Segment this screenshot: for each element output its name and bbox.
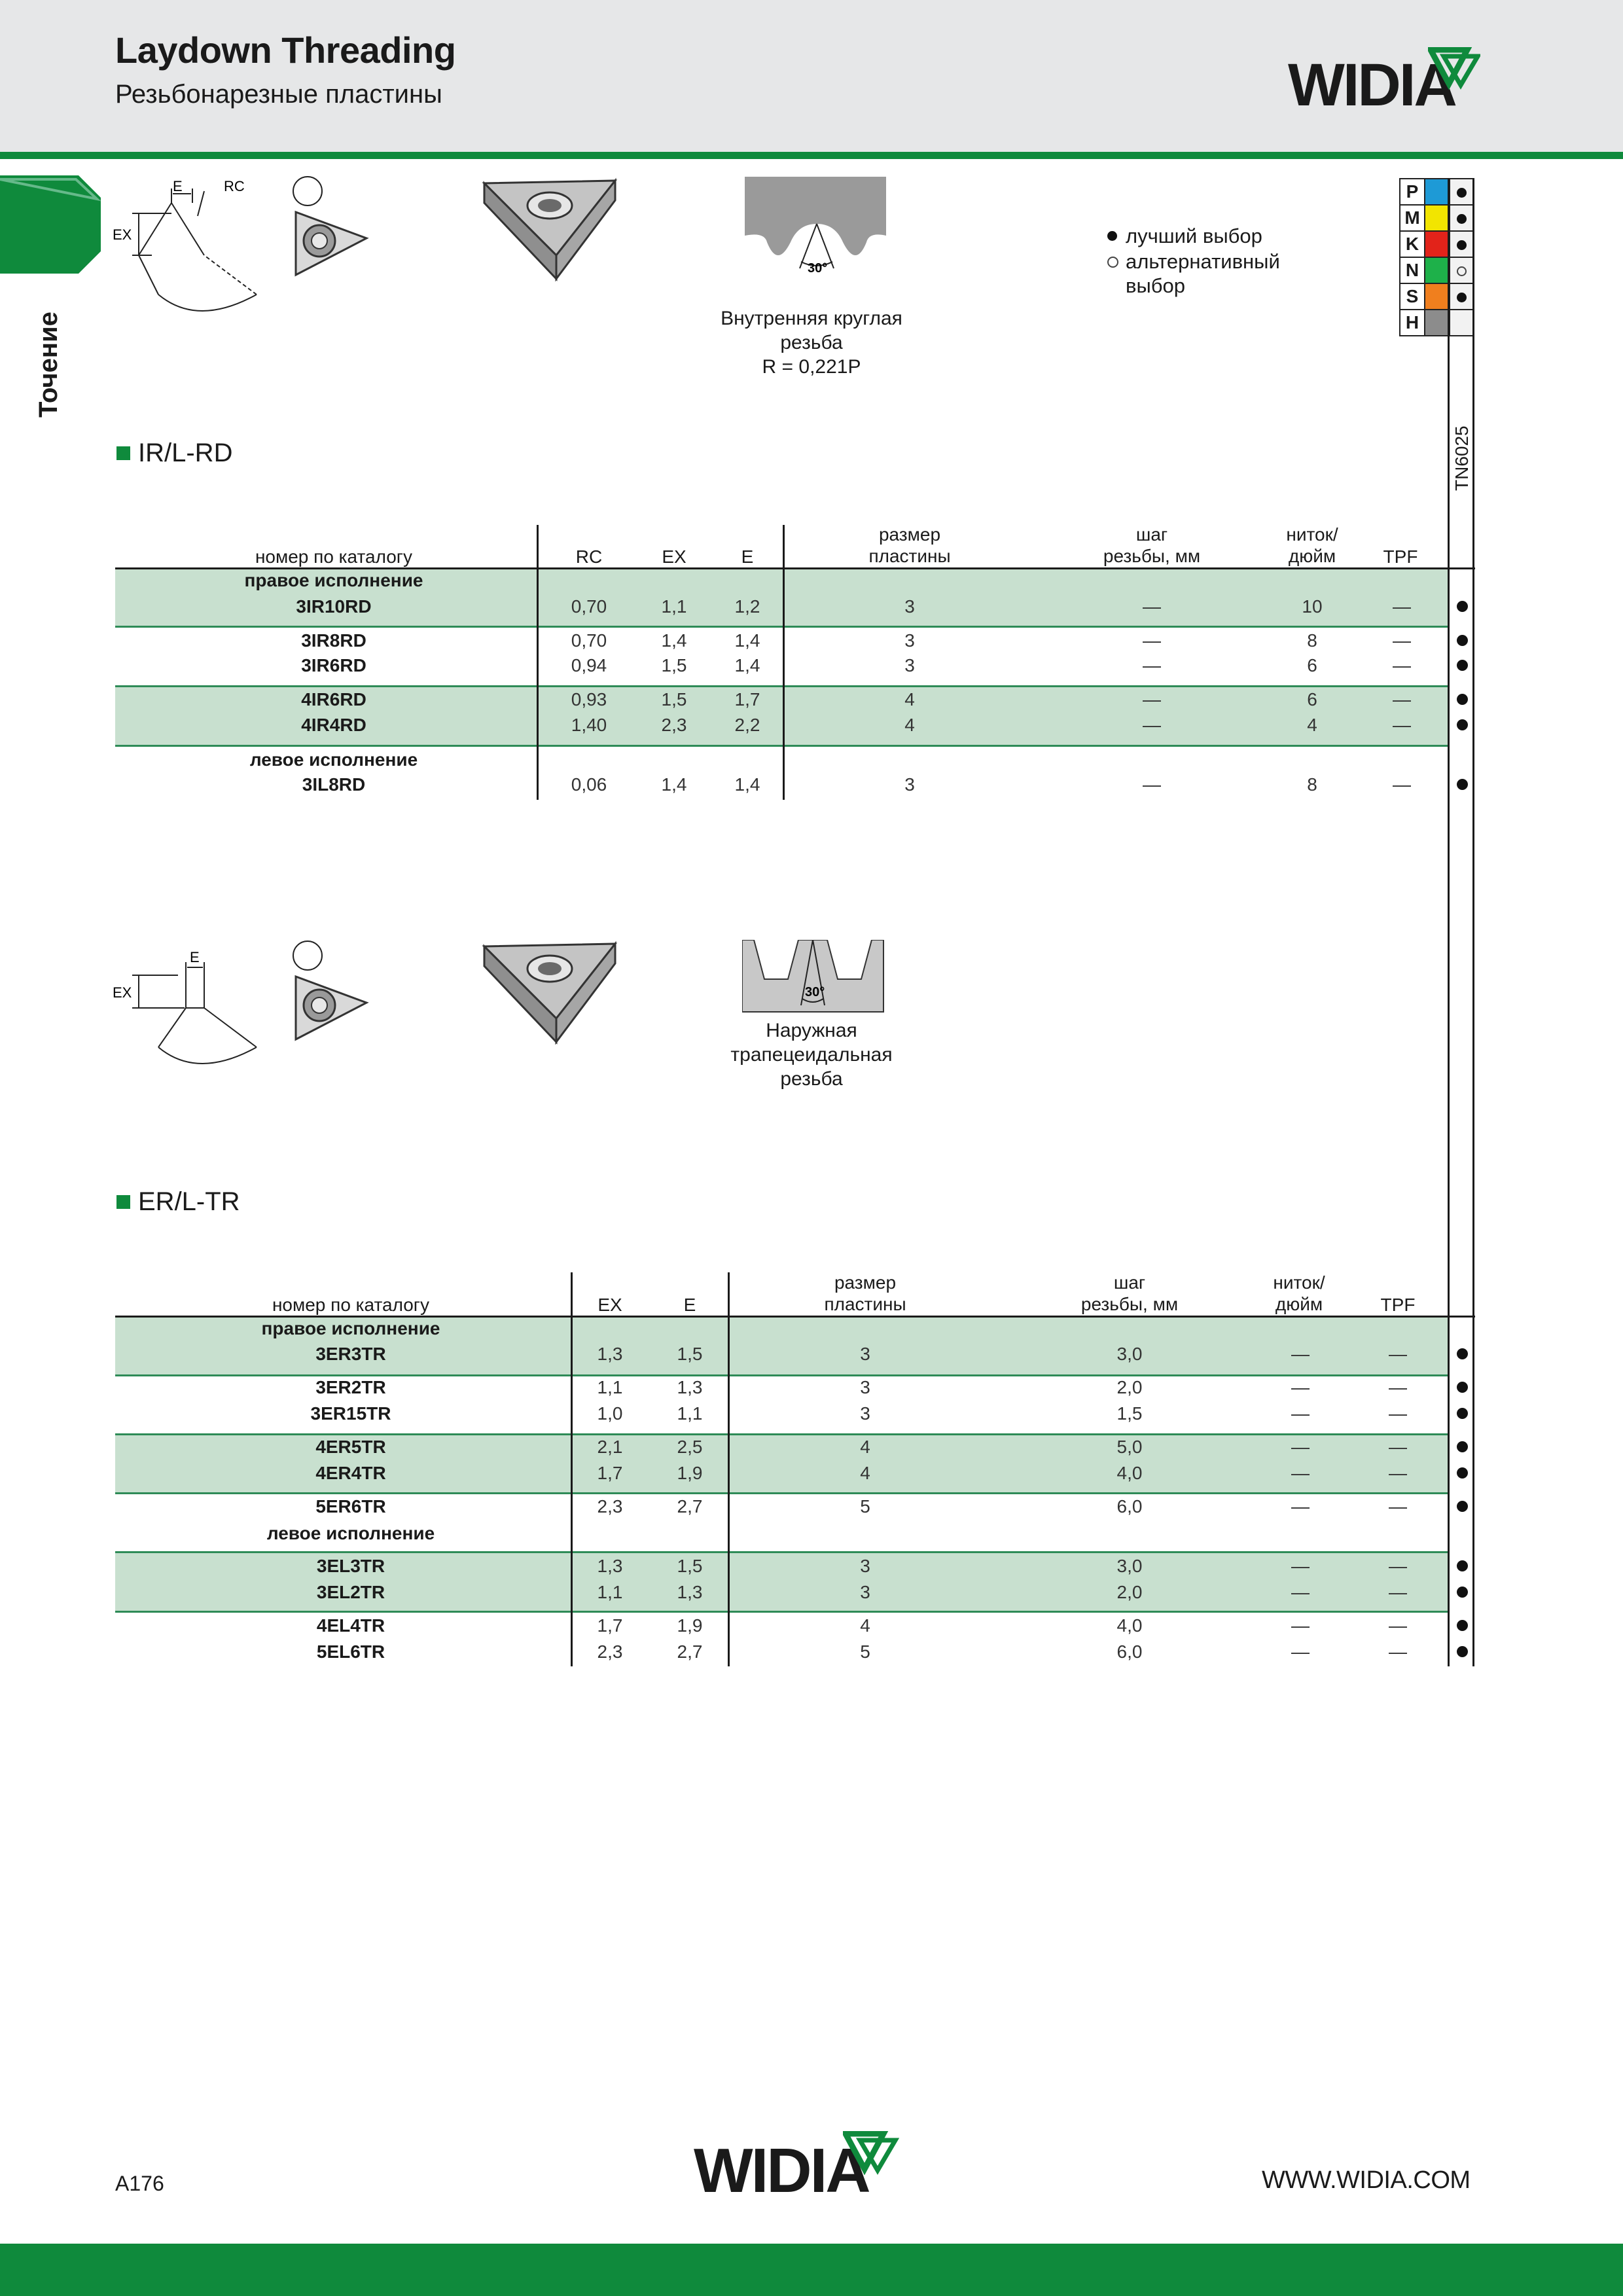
iso-row	[1400, 205, 1473, 231]
cell-catalog: 3IL8RD	[302, 774, 366, 795]
cell-size: 3	[860, 1377, 870, 1397]
cell-tpi: —	[1291, 1556, 1310, 1576]
cell-rc: 0,70	[571, 630, 607, 651]
header-tpi	[1243, 1272, 1355, 1315]
cell-tpi: 8	[1307, 774, 1317, 795]
cell-catalog: 3IR10RD	[296, 596, 372, 617]
cell-ex: 2,3	[597, 1641, 623, 1662]
footer-bar	[0, 2244, 1623, 2296]
best-choice-dot-icon	[1457, 1646, 1468, 1657]
iso-mark	[1450, 179, 1473, 205]
best-choice-dot-icon	[1457, 1501, 1468, 1512]
cell-ex: 1,5	[661, 689, 687, 709]
iso-letter: S	[1400, 283, 1425, 310]
cell-tpf: —	[1389, 1403, 1407, 1424]
cell-tpf: —	[1393, 715, 1411, 735]
iso-letter: H	[1400, 310, 1425, 336]
column-rule	[783, 525, 785, 800]
header-pitch	[1064, 1272, 1195, 1315]
dim-label-e: E	[190, 949, 200, 965]
round-thread-profile-image	[745, 177, 889, 287]
cell-size: 4	[860, 1437, 870, 1457]
iso-mark	[1450, 205, 1473, 231]
cell-pitch: 3,0	[1116, 1344, 1143, 1364]
iso-row	[1400, 283, 1473, 310]
cell-ex: 1,4	[661, 774, 687, 795]
header-line: шаг	[1113, 1272, 1146, 1293]
insert-3d-image	[478, 177, 622, 288]
cell-tpf: —	[1389, 1556, 1407, 1576]
cell-catalog: 3ER2TR	[315, 1377, 386, 1397]
insert-top-view-image	[288, 175, 380, 287]
best-choice-dot-icon	[1457, 660, 1468, 671]
header-tpf: TPF	[1383, 547, 1418, 567]
page-title: Laydown Threading	[115, 29, 456, 71]
caption-line: Наружная	[766, 1020, 857, 1041]
green-square-icon	[116, 446, 130, 460]
caption-line: трапецеидальная	[730, 1044, 893, 1066]
cell-pitch: —	[1143, 596, 1161, 617]
cell-catalog: 4IR6RD	[301, 689, 366, 709]
legend	[1107, 224, 1315, 298]
page-number: A176	[115, 2172, 164, 2195]
open-circle-icon	[1107, 257, 1118, 268]
cell-catalog: 3IR8RD	[301, 630, 366, 651]
iso-letter: P	[1400, 179, 1425, 205]
best-choice-dot-icon	[1457, 694, 1468, 705]
cell-tpf: —	[1389, 1463, 1407, 1483]
iso-row	[1400, 310, 1473, 336]
cell-ex: 2,1	[597, 1437, 623, 1457]
best-choice-dot-icon	[1457, 1587, 1468, 1598]
cell-tpf: —	[1389, 1344, 1407, 1364]
cell-catalog: 5ER6TR	[315, 1496, 386, 1516]
cell-size: 3	[860, 1344, 870, 1364]
cell-pitch: 4,0	[1116, 1463, 1143, 1483]
cell-e: 2,2	[734, 715, 760, 735]
cell-tpf: —	[1393, 596, 1411, 617]
column-rule	[571, 1272, 573, 1666]
best-choice-dot-icon	[1457, 719, 1468, 730]
cell-tpi: —	[1291, 1463, 1310, 1483]
cell-catalog: 3EL2TR	[316, 1582, 385, 1602]
cell-e: 1,4	[734, 774, 760, 795]
cell-pitch: 1,5	[1116, 1403, 1143, 1424]
cell-e: 1,2	[734, 596, 760, 617]
best-choice-dot-icon	[1457, 1382, 1468, 1393]
cell-tpf: —	[1389, 1615, 1407, 1636]
cell-pitch: 2,0	[1116, 1582, 1143, 1602]
cell-size: 3	[860, 1403, 870, 1424]
cell-e: 1,5	[677, 1344, 703, 1364]
cell-tpi: —	[1291, 1582, 1310, 1602]
cell-ex: 1,3	[597, 1556, 623, 1576]
cell-tpf: —	[1389, 1582, 1407, 1602]
cell-tpf: —	[1389, 1437, 1407, 1457]
caption-line: резьба	[780, 1068, 843, 1090]
green-square-icon	[116, 1195, 130, 1209]
cell-e: 1,3	[677, 1377, 703, 1397]
cell-tpi: —	[1291, 1641, 1310, 1662]
cell-pitch: —	[1143, 689, 1161, 709]
row-rule	[115, 745, 1448, 747]
best-choice-dot-icon	[1457, 779, 1468, 790]
best-choice-dot-icon	[1457, 1441, 1468, 1452]
cell-pitch: 6,0	[1116, 1641, 1143, 1662]
iso-mark	[1450, 257, 1473, 283]
best-choice-dot-icon	[1457, 1560, 1468, 1571]
iso-letter: M	[1400, 205, 1425, 231]
legend-alternative	[1107, 249, 1315, 298]
cell-tpf: —	[1389, 1377, 1407, 1397]
column-rule	[728, 1272, 730, 1666]
profile-dimension-diagram	[113, 942, 263, 1080]
cell-e: 1,9	[677, 1463, 703, 1483]
header-line: ниток/	[1273, 1272, 1325, 1293]
iso-row	[1400, 179, 1473, 205]
iso-color-s	[1425, 283, 1450, 310]
cell-ex: 1,0	[597, 1403, 623, 1424]
cell-ex: 1,5	[661, 655, 687, 675]
cell-e: 2,7	[677, 1496, 703, 1516]
cell-tpi: 6	[1307, 655, 1317, 675]
iso-mark	[1450, 283, 1473, 310]
cell-catalog: 4EL4TR	[316, 1615, 385, 1636]
side-tab-marker	[0, 175, 101, 274]
cell-tpi: —	[1291, 1377, 1310, 1397]
iso-color-p	[1425, 179, 1450, 205]
cell-pitch: —	[1143, 715, 1161, 735]
cell-catalog: 3ER3TR	[315, 1344, 386, 1364]
cell-pitch: 2,0	[1116, 1377, 1143, 1397]
cell-tpi: 8	[1307, 630, 1317, 651]
header-tpf: TPF	[1380, 1295, 1416, 1315]
cell-ex: 1,7	[597, 1463, 623, 1483]
header-line: шаг	[1135, 524, 1168, 545]
profile-angle-label: 30°	[805, 985, 825, 999]
legend-best-label: лучший выбор	[1126, 224, 1262, 247]
best-choice-dot-icon	[1457, 1467, 1468, 1479]
cell-rc: 1,40	[571, 715, 607, 735]
cell-tpi: —	[1291, 1344, 1310, 1364]
section-title-er-l-tr	[116, 1187, 240, 1217]
cell-size: 3	[904, 655, 915, 675]
cell-pitch: —	[1143, 630, 1161, 651]
header-rule	[0, 152, 1623, 159]
header-line: пластины	[824, 1294, 906, 1314]
grade-column-rule-left	[1448, 178, 1450, 1666]
cell-size: 3	[904, 596, 915, 617]
iso-color-h	[1425, 310, 1450, 336]
caption-line: резьба	[780, 332, 843, 353]
cell-tpf: —	[1393, 689, 1411, 709]
cell-ex: 1,3	[597, 1344, 623, 1364]
cell-e: 2,7	[677, 1641, 703, 1662]
open-circle-icon	[1457, 266, 1467, 276]
dim-label-ex: EX	[113, 226, 132, 243]
dim-label-rc: RC	[224, 178, 245, 194]
iso-material-table	[1399, 178, 1474, 336]
caption-line: R = 0,221P	[762, 356, 861, 378]
cell-e: 1,4	[734, 655, 760, 675]
best-choice-dot-icon	[1457, 1620, 1468, 1631]
cell-catalog: 3ER15TR	[310, 1403, 391, 1424]
cell-tpf: —	[1393, 655, 1411, 675]
cell-size: 5	[860, 1496, 870, 1516]
legend-best	[1107, 224, 1315, 248]
page-subtitle: Резьбонарезные пластины	[115, 80, 442, 109]
cell-size: 4	[904, 689, 915, 709]
best-choice-dot-icon	[1457, 1348, 1468, 1359]
cell-tpi: 4	[1307, 715, 1317, 735]
cell-pitch: 3,0	[1116, 1556, 1143, 1576]
iso-row	[1400, 231, 1473, 257]
logo-triangle-icon	[1428, 47, 1480, 93]
header-rc: RC	[575, 547, 603, 567]
cell-catalog: 4ER4TR	[315, 1463, 386, 1483]
grade-label: TN6025	[1452, 425, 1472, 491]
cell-size: 4	[860, 1463, 870, 1483]
cell-ex: 1,1	[597, 1582, 623, 1602]
iso-letter: N	[1400, 257, 1425, 283]
cell-tpi: 10	[1302, 596, 1323, 617]
cell-e: 1,4	[734, 630, 760, 651]
cell-tpi: —	[1291, 1496, 1310, 1516]
insert-top-view-image	[288, 940, 380, 1051]
cell-catalog: 4IR4RD	[301, 715, 366, 735]
cell-rc: 0,06	[571, 774, 607, 795]
cell-e: 1,5	[677, 1556, 703, 1576]
profile-dimension-diagram	[113, 177, 263, 314]
header-line: дюйм	[1275, 1294, 1323, 1314]
cell-pitch: 5,0	[1116, 1437, 1143, 1457]
group-label-right: правое исполнение	[261, 1318, 440, 1338]
filled-circle-icon	[1457, 240, 1467, 250]
caption-line: Внутренняя круглая	[721, 308, 902, 329]
header-size	[800, 1272, 931, 1315]
section-title-ir-l-rd	[116, 439, 232, 468]
header-tpi	[1257, 524, 1368, 567]
cell-ex: 1,1	[661, 596, 687, 617]
cell-e: 2,5	[677, 1437, 703, 1457]
cell-ex: 2,3	[597, 1496, 623, 1516]
header-catalog: номер по каталогу	[255, 547, 413, 567]
section-title-text: ER/L-TR	[138, 1187, 240, 1216]
cell-tpi: —	[1291, 1403, 1310, 1424]
header-ex: EX	[597, 1295, 622, 1315]
cell-ex: 1,7	[597, 1615, 623, 1636]
iso-color-n	[1425, 257, 1450, 283]
best-choice-dot-icon	[1457, 601, 1468, 612]
grade-column-rule-right	[1472, 178, 1474, 1666]
cell-tpf: —	[1393, 774, 1411, 795]
header-size	[844, 524, 975, 567]
insert-3d-image	[478, 940, 622, 1051]
filled-circle-icon	[1457, 293, 1467, 302]
header-pitch	[1086, 524, 1217, 567]
row-rule	[115, 626, 1448, 628]
cell-size: 5	[860, 1641, 870, 1662]
widia-logo	[694, 2135, 903, 2207]
section-title-text: IR/L-RD	[138, 439, 233, 467]
cell-ex: 2,3	[661, 715, 687, 735]
iso-color-k	[1425, 231, 1450, 257]
cell-pitch: 4,0	[1116, 1615, 1143, 1636]
cell-ex: 1,1	[597, 1377, 623, 1397]
cell-catalog: 3IR6RD	[301, 655, 366, 675]
dim-label-ex: EX	[113, 984, 132, 1001]
website-link[interactable]: WWW.WIDIA.COM	[1262, 2166, 1471, 2194]
filled-circle-icon	[1457, 188, 1467, 198]
cell-e: 1,3	[677, 1582, 703, 1602]
header-line: ниток/	[1286, 524, 1338, 545]
iso-mark	[1450, 231, 1473, 257]
row-rule	[115, 1611, 1448, 1613]
iso-color-m	[1425, 205, 1450, 231]
header-line: дюйм	[1288, 546, 1336, 566]
header-line: размер	[878, 524, 941, 545]
cell-catalog: 4ER5TR	[315, 1437, 386, 1457]
cell-pitch: —	[1143, 655, 1161, 675]
best-choice-dot-icon	[1457, 635, 1468, 646]
best-choice-dot-icon	[1457, 1408, 1468, 1419]
cell-tpi: 6	[1307, 689, 1317, 709]
cell-catalog: 5EL6TR	[316, 1641, 385, 1662]
filled-circle-icon	[1457, 214, 1467, 224]
header-ex: EX	[662, 547, 687, 567]
cell-tpi: —	[1291, 1437, 1310, 1457]
cell-rc: 0,94	[571, 655, 607, 675]
header-e: E	[683, 1295, 696, 1315]
cell-size: 4	[904, 715, 915, 735]
widia-logo	[1288, 46, 1478, 118]
thread-profile-caption	[687, 1018, 936, 1091]
iso-row	[1400, 257, 1473, 283]
group-label-left: левое исполнение	[266, 1523, 435, 1543]
logo-text: WIDIA	[694, 2136, 869, 2206]
cell-e: 1,1	[677, 1403, 703, 1424]
header-e: E	[741, 547, 754, 567]
cell-tpi: —	[1291, 1615, 1310, 1636]
thread-profile-caption	[687, 306, 936, 379]
cell-e: 1,7	[734, 689, 760, 709]
dim-label-e: E	[173, 178, 183, 194]
cell-catalog: 3EL3TR	[316, 1556, 385, 1576]
trapezoidal-thread-profile-image	[742, 940, 886, 1013]
iso-mark	[1450, 310, 1473, 336]
header-catalog: номер по каталогу	[272, 1295, 430, 1315]
cell-pitch: 6,0	[1116, 1496, 1143, 1516]
profile-angle-label: 30°	[808, 261, 828, 276]
header-line: размер	[834, 1272, 897, 1293]
logo-triangle-icon	[843, 2131, 899, 2179]
cell-rc: 0,70	[571, 596, 607, 617]
cell-size: 3	[860, 1556, 870, 1576]
logo-text: WIDIA	[1288, 52, 1455, 118]
group-label-left: левое исполнение	[249, 749, 418, 770]
cell-size: 4	[860, 1615, 870, 1636]
legend-alternative-label: альтернативный выбор	[1126, 250, 1280, 297]
column-rule	[537, 525, 539, 800]
cell-tpf: —	[1389, 1496, 1407, 1516]
cell-rc: 0,93	[571, 689, 607, 709]
cell-e: 1,9	[677, 1615, 703, 1636]
cell-pitch: —	[1143, 774, 1161, 795]
group-label-right: правое исполнение	[244, 570, 423, 590]
cell-size: 3	[904, 630, 915, 651]
cell-ex: 1,4	[661, 630, 687, 651]
cell-tpf: —	[1393, 630, 1411, 651]
header-line: пластины	[868, 546, 951, 566]
cell-size: 3	[860, 1582, 870, 1602]
header-line: резьбы, мм	[1103, 546, 1201, 566]
iso-letter: K	[1400, 231, 1425, 257]
header-line: резьбы, мм	[1080, 1294, 1179, 1314]
filled-circle-icon	[1107, 231, 1117, 241]
cell-tpf: —	[1389, 1641, 1407, 1662]
side-tab-label: Точение	[34, 312, 63, 418]
cell-size: 3	[904, 774, 915, 795]
